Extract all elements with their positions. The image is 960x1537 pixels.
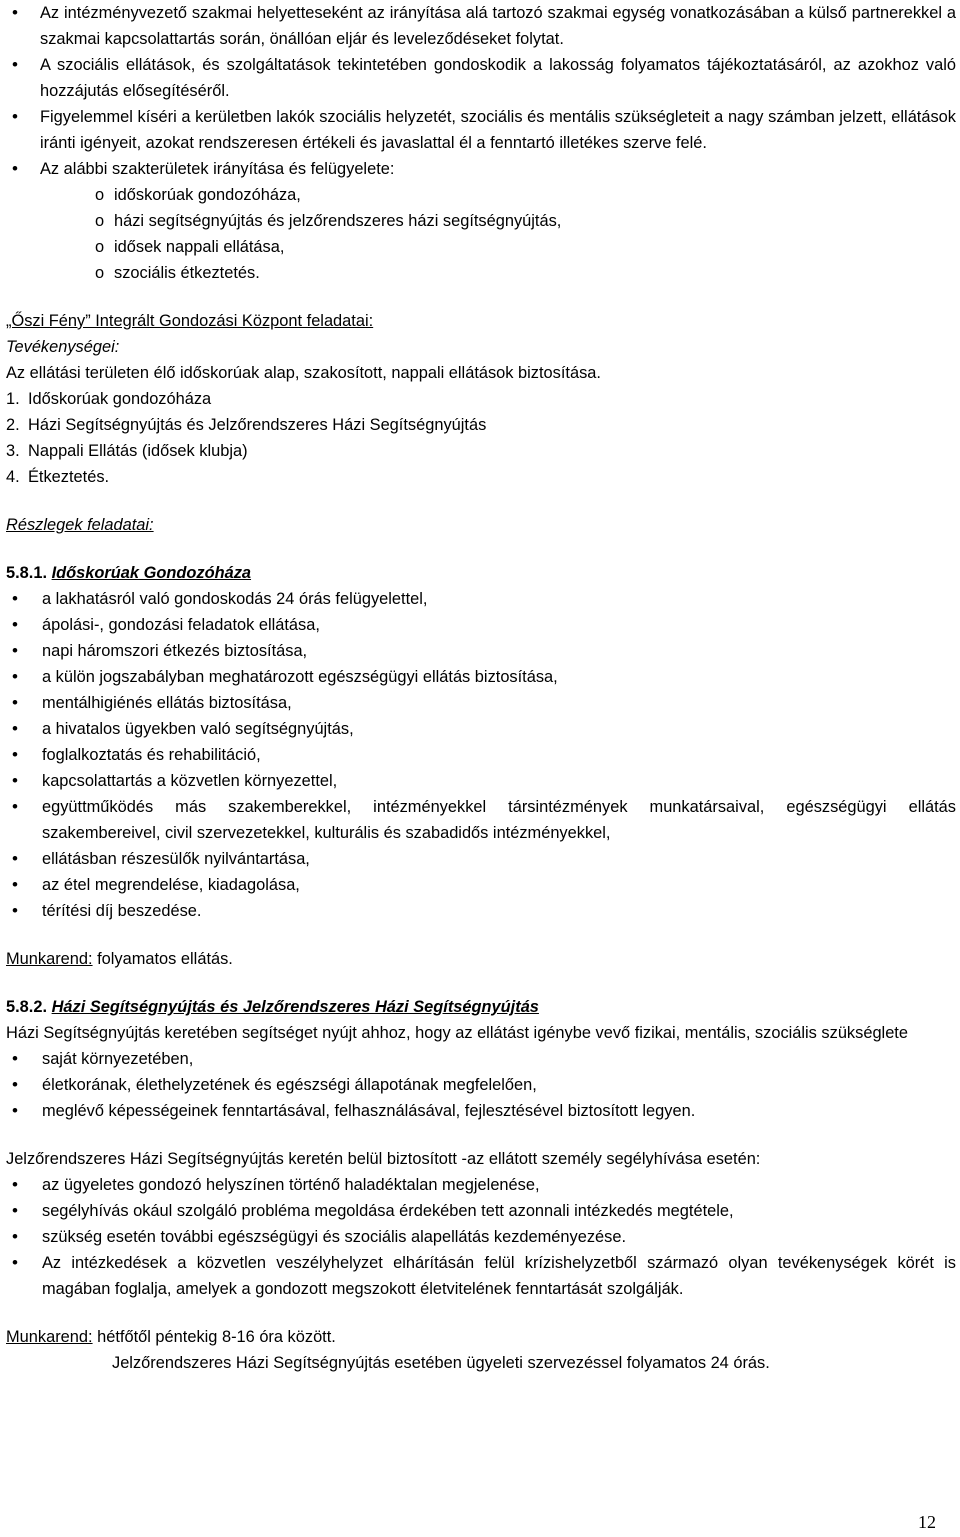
list-item <box>6 464 956 490</box>
section-title: Házi Segítségnyújtás és Jelzőrendszeres Házi Segítségnyújtás <box>51 998 539 1016</box>
list-item: • Az intézményvezető szakmai helyetteseként az irányítása alá tartozó szakmai egység vonatkozásában a külső partnerekkel a szakmai kapcsolattartás során, önállóan eljár és leveleződéseket folytat. <box>6 0 956 52</box>
item-number: 4. <box>6 468 20 486</box>
item-text: Házi Segítségnyújtás és Jelzőrendszeres Házi Segítségnyújtás <box>28 416 487 434</box>
list-item: • segélyhívás okául szolgáló probléma megoldása érdekében tett azonnali intézkedés megtétele, <box>6 1198 956 1224</box>
list-item <box>6 412 956 438</box>
list-item: • az étel megrendelése, kiadagolása, <box>6 872 956 898</box>
section-581-list <box>6 586 956 924</box>
workhours-label: Munkarend: <box>6 950 93 968</box>
item-text: Étkeztetés. <box>28 468 110 486</box>
workhours-value: hétfőtől péntekig 8-16 óra között. <box>92 1328 336 1346</box>
list-item: • Az alábbi szakterületek irányítása és felügyelete: <box>6 156 956 182</box>
list-item: • foglalkoztatás és rehabilitáció, <box>6 742 956 768</box>
list-item: • a lakhatásról való gondoskodás 24 órás felügyelettel, <box>6 586 956 612</box>
list-item: • életkorának, élethelyzetének és egészségi állapotának megfelelően, <box>6 1072 956 1098</box>
section-582-workhours <box>6 1324 956 1350</box>
list-item: • térítési díj beszedése. <box>6 898 956 924</box>
list-item: • a hivatalos ügyekben való segítségnyújtás, <box>6 716 956 742</box>
list-item: o időskorúak gondozóháza, <box>74 182 956 208</box>
page-number: 12 <box>918 1512 936 1532</box>
list-item: • együttműködés más szakemberekkel, intézményekkel társintézmények munkatársaival, egészségügyi ellátás szakembereivel, civil szervezetekkel, kulturális és szabadidős intézményekkel, <box>6 794 956 846</box>
services-list <box>6 386 956 490</box>
list-item: • saját környezetében, <box>6 1046 956 1072</box>
list-item <box>6 386 956 412</box>
section-581-heading <box>6 560 956 586</box>
item-number: 1. <box>6 390 20 408</box>
section-title: Időskorúak Gondozóháza <box>51 564 252 582</box>
section-number: 5.8.1. <box>6 564 48 582</box>
center-heading: „Őszi Fény” Integrált Gondozási Központ feladatai: <box>6 312 374 330</box>
list-item <box>6 438 956 464</box>
list-item: o házi segítségnyújtás és jelzőrendszeres házi segítségnyújtás, <box>74 208 956 234</box>
responsibilities-list <box>6 0 956 182</box>
workhours-label: Munkarend: <box>6 1328 93 1346</box>
item-number: 2. <box>6 416 20 434</box>
list-item: o szociális étkeztetés. <box>74 260 956 286</box>
section-582-workhours-note: Jelzőrendszeres Házi Segítségnyújtás esetében ügyeleti szervezéssel folyamatos 24 órás. <box>112 1354 770 1372</box>
list-item: • Figyelemmel kíséri a kerületben lakók szociális helyzetét, szociális és mentális szükségleteit a nagy számban jelzett, ellátások iránti igényeit, azokat rendszeresen értékeli és javaslattal él a fenntartó illetékes szerve felé. <box>6 104 956 156</box>
units-heading: Részlegek feladatai: <box>6 516 154 534</box>
list-item: • ellátásban részesülők nyilvántartása, <box>6 846 956 872</box>
list-item: • kapcsolattartás a közvetlen környezettel, <box>6 768 956 794</box>
list-item: • az ügyeletes gondozó helyszínen történő haladéktalan megjelenése, <box>6 1172 956 1198</box>
activities-text: Az ellátási területen élő időskorúak alap, szakosított, nappali ellátások biztosítása. <box>6 364 601 382</box>
section-582-list-1 <box>6 1046 956 1124</box>
workhours-value: folyamatos ellátás. <box>92 950 233 968</box>
list-item: • szükség esetén további egészségügyi és szociális alapellátás kezdeményezése. <box>6 1224 956 1250</box>
section-581-workhours <box>6 946 956 972</box>
section-582-heading <box>6 994 956 1020</box>
section-582-list-2 <box>6 1172 956 1302</box>
item-text: Időskorúak gondozóháza <box>28 390 212 408</box>
list-item: • Az intézkedések a közvetlen veszélyhelyzet elhárításán felül krízishelyzetből származó olyan tevékenységek körét is magában foglalja, amelyek a gondozott megszokott életvitelének fenntartását szolgálják. <box>6 1250 956 1302</box>
item-text: Nappali Ellátás (idősek klubja) <box>28 442 248 460</box>
list-item: • meglévő képességeinek fenntartásával, felhasználásával, fejlesztésével biztosított legyen. <box>6 1098 956 1124</box>
list-item: • a külön jogszabályban meghatározott egészségügyi ellátás biztosítása, <box>6 664 956 690</box>
section-582-intro-2: Jelzőrendszeres Házi Segítségnyújtás keretén belül biztosított -az ellátott személy segélyhívása esetén: <box>6 1150 761 1168</box>
list-item: o idősek nappali ellátása, <box>74 234 956 260</box>
list-item: • ápolási-, gondozási feladatok ellátása, <box>6 612 956 638</box>
activities-label: Tevékenységei: <box>6 338 120 356</box>
item-number: 3. <box>6 442 20 460</box>
list-item: • napi háromszori étkezés biztosítása, <box>6 638 956 664</box>
section-582-intro: Házi Segítségnyújtás keretében segítséget nyújt ahhoz, hogy az ellátást igénybe vevő fizikai, mentális, szociális szükséglete <box>6 1024 908 1042</box>
list-item: • A szociális ellátások, és szolgáltatások tekintetében gondoskodik a lakosság folyamatos tájékoztatásáról, az azokhoz való hozzájutás elősegítéséről. <box>6 52 956 104</box>
document-body <box>6 0 956 1376</box>
list-item: • mentálhigiénés ellátás biztosítása, <box>6 690 956 716</box>
supervised-areas-list <box>6 182 956 286</box>
section-number: 5.8.2. <box>6 998 48 1016</box>
